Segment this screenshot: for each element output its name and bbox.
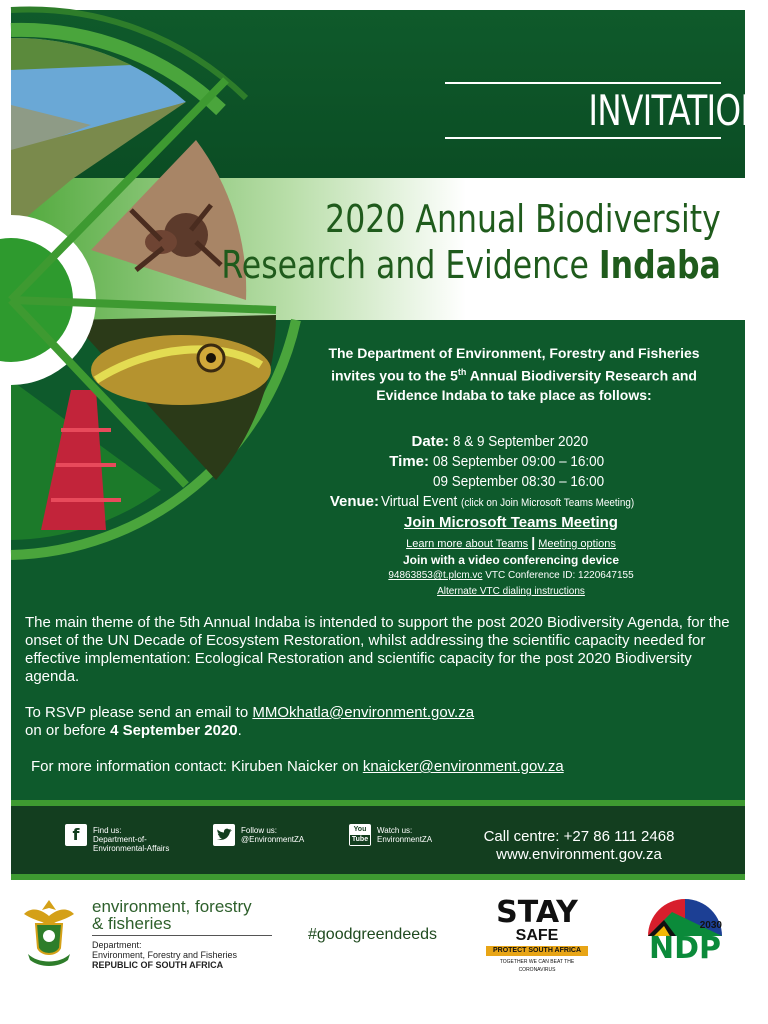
intro-line-2a: invites you to the 5 [331, 367, 458, 384]
event-title-line-2 [221, 242, 721, 288]
youtube-icon-top: You [353, 826, 367, 833]
date-value: 8 & 9 September 2020 [453, 433, 589, 450]
intro-line-2 [309, 363, 719, 386]
vtc-row [311, 568, 711, 584]
facebook-text-1: Find us: [93, 826, 122, 835]
twitter-text-2: @EnvironmentZA [241, 835, 305, 844]
event-title-line-1: 2020 Annual Biodiversity [325, 197, 721, 241]
venue-name: Virtual Event [381, 493, 458, 510]
date-label: Date: [411, 433, 449, 450]
time-label: Time: [389, 453, 429, 470]
protect-sa-text: PROTECT SOUTH AFRICA [486, 946, 588, 956]
facebook-text-3: Environmental-Affairs [93, 844, 170, 853]
hashtag-text: #goodgreendeeds [308, 926, 438, 943]
together-text: TOGETHER WE CAN BEAT THE CORONAVIRUS [499, 959, 575, 973]
invitation-bottom-rule [445, 137, 721, 139]
dept-name-2: & fisheries [92, 914, 172, 933]
intro-paragraph [309, 344, 719, 405]
vtc-address-link[interactable]: 94863853@t.plcm.vc [388, 570, 483, 581]
facebook-text-2: Department-of- [93, 835, 147, 844]
stay-text: STAY [496, 895, 578, 930]
venue-note: (click on Join Microsoft Teams Meeting) [461, 497, 635, 509]
vtc-conference-id: VTC Conference ID: 1220647155 [482, 570, 634, 581]
learn-more-link[interactable]: Learn more about Teams [406, 538, 529, 550]
nature-photo-collage [11, 10, 311, 570]
time-row [311, 452, 711, 472]
twitter-icon [213, 824, 235, 846]
youtube-icon [349, 824, 371, 846]
event-title [221, 196, 721, 288]
aloe-flower-photo [11, 380, 161, 540]
call-centre-block [459, 828, 699, 864]
invitation-top-rule [445, 82, 721, 84]
venue-row [311, 492, 711, 512]
dept-divider [92, 935, 272, 936]
rsvp-deadline-date: 4 September 2020 [110, 722, 238, 739]
intro-superscript: th [457, 367, 467, 377]
time-value-1: 08 September 09:00 – 16:00 [433, 453, 605, 470]
youtube-text [377, 826, 432, 844]
rsvp-paragraph [25, 704, 735, 740]
youtube-icon-bottom: Tube [351, 836, 369, 843]
rsvp-deadline-text: on or before [25, 722, 111, 739]
event-details [311, 432, 711, 512]
contact-paragraph [31, 758, 741, 776]
intro-line-3: Evidence Indaba to take place as follows: [376, 386, 652, 403]
alternate-vtc-link[interactable]: Alternate VTC dialing instructions [437, 586, 585, 597]
meeting-options-link[interactable]: Meeting options [538, 538, 616, 550]
department-logo-text [92, 898, 272, 970]
dept-name-1: environment, forestry [92, 897, 252, 916]
rsvp-end: . [237, 722, 242, 739]
invitation-heading: INVITATION [588, 86, 765, 135]
intro-line-2b: Annual Biodiversity Research and [466, 367, 697, 384]
teams-meeting-block [311, 512, 711, 600]
rsvp-email-link[interactable]: MMOkhatla@environment.gov.za [252, 704, 475, 721]
twitter-text-1: Follow us: [241, 826, 278, 835]
call-centre-number: Call centre: +27 86 111 2468 [483, 828, 675, 845]
ndp-year: 2030 [699, 920, 722, 931]
youtube-text-2: EnvironmentZA [377, 835, 433, 844]
coat-of-arms-logo [18, 896, 80, 973]
dept-sub-2: Environment, Forestry and Fisheries [92, 950, 238, 960]
invitation-poster [11, 10, 765, 880]
time-row-2 [311, 472, 711, 492]
contact-text: For more information contact: Kiruben Naicker on [31, 758, 363, 775]
dept-sub-1: Department: [92, 940, 142, 950]
stay-safe-logo [482, 895, 592, 974]
dept-sub-3: REPUBLIC OF SOUTH AFRICA [92, 960, 224, 970]
teams-links-row [311, 534, 711, 552]
website-link[interactable]: www.environment.gov.za [496, 846, 662, 863]
facebook-text [93, 826, 169, 853]
date-row [311, 432, 711, 452]
rsvp-text: To RSVP please send an email to [25, 704, 253, 721]
facebook-icon: f [65, 824, 87, 846]
ndp-text: NDP [649, 931, 721, 966]
twitter-text [241, 826, 304, 844]
safe-text: SAFE [515, 927, 559, 944]
event-title-line-2a: Research and Evidence [221, 243, 600, 287]
theme-paragraph: The main theme of the 5th Annual Indaba is intended to support the post 2020 Biodiversity Agenda, for the onset of the UN Decade of Ecosystem Restoration, whilst addressing the scientific capacity needed for effective implementation: Ecological Restoration and scientific capacity for the post 2020 Biodiversity agenda. [25, 614, 730, 685]
venue-label: Venue: [329, 493, 379, 510]
venue-value [381, 492, 634, 513]
intro-line-1: The Department of Environment, Forestry and Fisheries [328, 345, 700, 361]
link-separator: | [531, 534, 536, 550]
contact-email-link[interactable]: knaicker@environment.gov.za [362, 758, 564, 775]
ndp-2030-logo [642, 896, 728, 975]
video-device-text: Join with a video conferencing device [402, 553, 620, 567]
time-value-2: 09 September 08:30 – 16:00 [433, 473, 605, 490]
join-teams-link[interactable]: Join Microsoft Teams Meeting [404, 514, 618, 531]
youtube-text-1: Watch us: [377, 826, 413, 835]
event-title-line-2b: Indaba [599, 243, 721, 287]
